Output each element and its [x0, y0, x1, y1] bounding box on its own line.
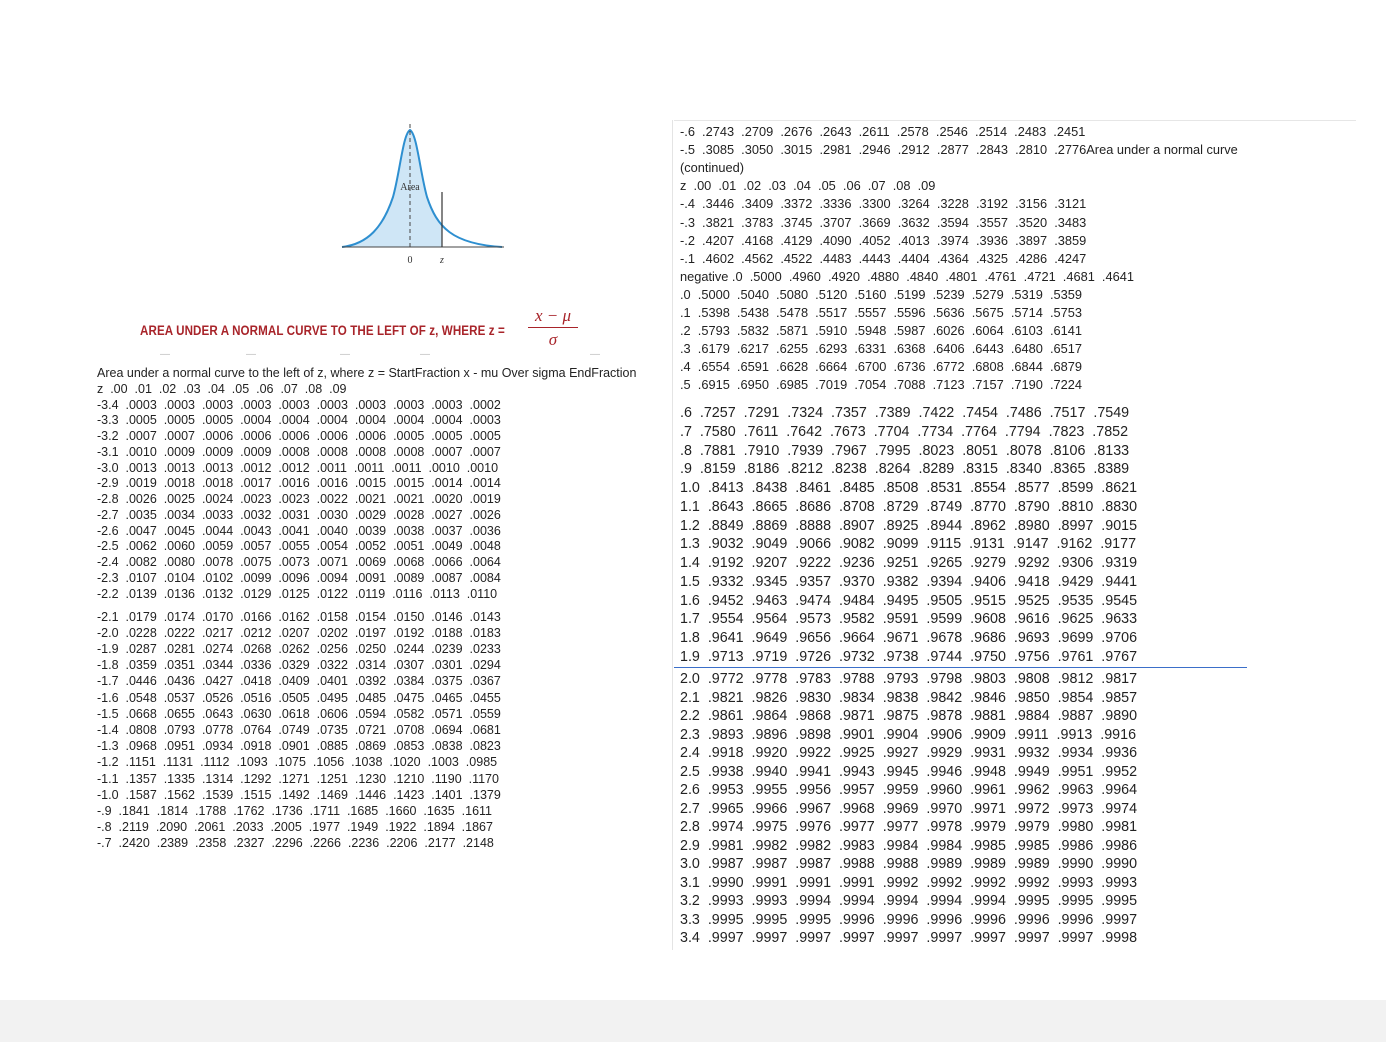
table-row: -.9 .1841 .1814 .1788 .1762 .1736 .1711 .1685 .1660 .1635 .1611 — [97, 803, 492, 818]
table-row: 3.0 .9987 .9987 .9987 .9988 .9988 .9989 .9989 .9989 .9990 .9990 — [680, 856, 1138, 872]
table-row: 2.8 .9974 .9975 .9976 .9977 .9977 .9978 .9979 .9979 .9980 .9981 — [680, 819, 1138, 835]
table-row: -2.0 .0228 .0222 .0217 .0212 .0207 .0202 .0197 .0192 .0188 .0183 — [97, 625, 501, 640]
table-row: 3.2 .9993 .9993 .9994 .9994 .9994 .9994 .9994 .9995 .9995 .9995 — [680, 893, 1138, 909]
table-row: -2.6 .0047 .0045 .0044 .0043 .0041 .0040 .0039 .0038 .0037 .0036 — [97, 523, 501, 538]
table-row: -1.0 .1587 .1562 .1539 .1515 .1492 .1469 .1446 .1423 .1401 .1379 — [97, 787, 501, 802]
table-row: 1.0 .8413 .8438 .8461 .8485 .8508 .8531 .8554 .8577 .8599 .8621 — [680, 480, 1138, 496]
table-row: 2.9 .9981 .9982 .9982 .9983 .9984 .9984 .9985 .9985 .9986 .9986 — [680, 837, 1138, 854]
dash-mark: — — [590, 349, 600, 360]
table-row: .8 .7881 .7910 .7939 .7967 .7995 .8023 .8051 .8078 .8106 .8133 — [680, 442, 1130, 459]
table-row: -2.9 .0019 .0018 .0018 .0017 .0016 .0016 .0015 .0015 .0014 .0014 — [97, 476, 501, 491]
table-row: -2.2 .0139 .0136 .0132 .0129 .0125 .0122 .0119 .0116 .0113 .0110 — [97, 586, 498, 601]
table-row: -3.0 .0013 .0013 .0013 .0012 .0012 .0011 .0011 .0011 .0010 .0010 — [97, 460, 499, 475]
table-row: -.7 .2420 .2389 .2358 .2327 .2296 .2266 .2236 .2206 .2177 .2148 — [97, 836, 494, 851]
z-formula — [528, 306, 578, 350]
table-row: (continued) — [680, 160, 745, 176]
dash-mark: — — [160, 349, 170, 360]
table-row: -.5 .3085 .3050 .3015 .2981 .2946 .2912 .2877 .2843 .2810 .2776Area under a normal curve — [680, 142, 1238, 158]
table-row: -2.4 .0082 .0080 .0078 .0075 .0073 .0071 .0069 .0068 .0066 .0064 — [97, 555, 501, 569]
top-divider — [674, 120, 1356, 121]
table-row: -3.1 .0010 .0009 .0009 .0009 .0008 .0008 .0008 .0008 .0007 .0007 — [97, 444, 501, 459]
table-row: 1.3 .9032 .9049 .9066 .9082 .9099 .9115 .9131 .9147 .9162 .9177 — [680, 536, 1137, 553]
table-row: 2.7 .9965 .9966 .9967 .9968 .9969 .9970 .9971 .9972 .9973 .9974 — [680, 800, 1138, 817]
table-row: .0 .5000 .5040 .5080 .5120 .5160 .5199 .5239 .5279 .5319 .5359 — [680, 286, 1083, 302]
section-divider-line — [674, 667, 1247, 668]
table-row: -1.8 .0359 .0351 .0344 .0336 .0329 .0322 .0314 .0307 .0301 .0294 — [97, 658, 501, 673]
normal-curve-figure — [338, 122, 510, 268]
dash-mark: — — [420, 349, 430, 360]
table-row: 2.4 .9918 .9920 .9922 .9925 .9927 .9929 .9931 .9932 .9934 .9936 — [680, 745, 1138, 761]
table-row: .7 .7580 .7611 .7642 .7673 .7704 .7734 .7764 .7794 .7823 .7852 — [680, 423, 1129, 440]
table-row: -.2 .4207 .4168 .4129 .4090 .4052 .4013 .3974 .3936 .3897 .3859 — [680, 232, 1087, 248]
table-row: 2.0 .9772 .9778 .9783 .9788 .9793 .9798 .9803 .9808 .9812 .9817 — [680, 671, 1138, 687]
table-row: z .00 .01 .02 .03 .04 .05 .06 .07 .08 .09 — [680, 178, 936, 194]
table-row: -.4 .3446 .3409 .3372 .3336 .3300 .3264 .3228 .3192 .3156 .3121 — [680, 196, 1087, 212]
table-row: 1.1 .8643 .8665 .8686 .8708 .8729 .8749 .8770 .8790 .8810 .8830 — [680, 498, 1138, 515]
table-row: 2.3 .9893 .9896 .9898 .9901 .9904 .9906 .9909 .9911 .9913 .9916 — [680, 726, 1137, 743]
left-table-caption: Area under a normal curve to the left of z, where z = StartFraction x - mu Over sigma EndFraction — [97, 366, 637, 380]
table-row: -.8 .2119 .2090 .2061 .2033 .2005 .1977 .1949 .1922 .1894 .1867 — [97, 820, 493, 835]
table-row: -1.4 .0808 .0793 .0778 .0764 .0749 .0735 .0721 .0708 .0694 .0681 — [97, 722, 501, 737]
table-row: 1.6 .9452 .9463 .9474 .9484 .9495 .9505 .9515 .9525 .9535 .9545 — [680, 592, 1138, 609]
table-row: 1.5 .9332 .9345 .9357 .9370 .9382 .9394 .9406 .9418 .9429 .9441 — [680, 573, 1138, 590]
table-row: 1.7 .9554 .9564 .9573 .9582 .9591 .9599 .9608 .9616 .9625 .9633 — [680, 611, 1138, 628]
table-row: 1.8 .9641 .9649 .9656 .9664 .9671 .9678 .9686 .9693 .9699 .9706 — [680, 630, 1138, 646]
table-row: 2.5 .9938 .9940 .9941 .9943 .9945 .9946 .9948 .9949 .9951 .9952 — [680, 763, 1138, 780]
table-row: .5 .6915 .6950 .6985 .7019 .7054 .7088 .7123 .7157 .7190 .7224 — [680, 377, 1083, 393]
formula-denominator: σ — [548, 330, 558, 349]
table-row: 3.3 .9995 .9995 .9995 .9996 .9996 .9996 .9996 .9996 .9996 .9997 — [680, 911, 1138, 928]
table-row: 2.2 .9861 .9864 .9868 .9871 .9875 .9878 .9881 .9884 .9887 .9890 — [680, 708, 1138, 724]
left-table-header: z .00 .01 .02 .03 .04 .05 .06 .07 .08 .09 — [97, 382, 347, 396]
table-row: -2.1 .0179 .0174 .0170 .0166 .0162 .0158 .0154 .0150 .0146 .0143 — [97, 609, 501, 624]
table-row: -1.7 .0446 .0436 .0427 .0418 .0409 .0401 .0392 .0384 .0375 .0367 — [97, 674, 501, 689]
table-row: .1 .5398 .5438 .5478 .5517 .5557 .5596 .5636 .5675 .5714 .5753 — [680, 305, 1083, 320]
table-row: -1.1 .1357 .1335 .1314 .1292 .1271 .1251 .1230 .1210 .1190 .1170 — [97, 771, 499, 786]
table-row: -2.5 .0062 .0060 .0059 .0057 .0055 .0054 .0052 .0051 .0049 .0048 — [97, 539, 501, 554]
table-row: -3.4 .0003 .0003 .0003 .0003 .0003 .0003 .0003 .0003 .0003 .0002 — [97, 397, 501, 412]
table-row: .2 .5793 .5832 .5871 .5910 .5948 .5987 .6026 .6064 .6103 .6141 — [680, 323, 1083, 339]
table-row: -2.3 .0107 .0104 .0102 .0099 .0096 .0094 .0091 .0089 .0087 .0084 — [97, 570, 501, 585]
table-row: -2.8 .0026 .0025 .0024 .0023 .0023 .0022 .0021 .0021 .0020 .0019 — [97, 492, 501, 506]
table-row: -1.5 .0668 .0655 .0643 .0630 .0618 .0606 .0594 .0582 .0571 .0559 — [97, 706, 501, 721]
dash-mark: — — [340, 349, 350, 360]
table-title: AREA UNDER A NORMAL CURVE TO THE LEFT OF z, WHERE z = — [140, 323, 505, 338]
area-label: Area — [400, 182, 420, 193]
table-row: -3.2 .0007 .0007 .0006 .0006 .0006 .0006 .0006 .0005 .0005 .0005 — [97, 429, 501, 443]
table-row: -.1 .4602 .4562 .4522 .4483 .4443 .4404 .4364 .4325 .4286 .4247 — [680, 250, 1087, 266]
table-row: -1.9 .0287 .0281 .0274 .0268 .0262 .0256 .0250 .0244 .0239 .0233 — [97, 641, 501, 656]
table-row: negative .0 .5000 .4960 .4920 .4880 .4840 .4801 .4761 .4721 .4681 .4641 — [680, 268, 1134, 284]
table-row: -.3 .3821 .3783 .3745 .3707 .3669 .3632 .3594 .3557 .3520 .3483 — [680, 214, 1087, 230]
table-row: -3.3 .0005 .0005 .0005 .0004 .0004 .0004 .0004 .0004 .0004 .0003 — [97, 413, 501, 428]
z-label: z — [440, 255, 444, 266]
zero-label: 0 — [407, 255, 413, 266]
table-row: 1.2 .8849 .8869 .8888 .8907 .8925 .8944 .8962 .8980 .8997 .9015 — [680, 517, 1138, 534]
table-row: -.6 .2743 .2709 .2676 .2643 .2611 .2578 .2546 .2514 .2483 .2451 — [680, 124, 1086, 139]
table-row: .3 .6179 .6217 .6255 .6293 .6331 .6368 .6406 .6443 .6480 .6517 — [680, 341, 1083, 357]
formula-numerator: x − μ — [528, 306, 578, 328]
table-row: 1.4 .9192 .9207 .9222 .9236 .9251 .9265 .9279 .9292 .9306 .9319 — [680, 555, 1138, 571]
table-row: .9 .8159 .8186 .8212 .8238 .8264 .8289 .8315 .8340 .8365 .8389 — [680, 461, 1130, 478]
column-divider — [672, 120, 673, 950]
table-row: -1.6 .0548 .0537 .0526 .0516 .0505 .0495 .0485 .0475 .0465 .0455 — [97, 690, 501, 705]
table-row: .6 .7257 .7291 .7324 .7357 .7389 .7422 .7454 .7486 .7517 .7549 — [680, 405, 1130, 421]
table-row: -2.7 .0035 .0034 .0033 .0032 .0031 .0030 .0029 .0028 .0027 .0026 — [97, 507, 501, 522]
table-row: 1.9 .9713 .9719 .9726 .9732 .9738 .9744 .9750 .9756 .9761 .9767 — [680, 648, 1138, 665]
table-row: 3.1 .9990 .9991 .9991 .9991 .9992 .9992 .9992 .9992 .9993 .9993 — [680, 874, 1138, 891]
table-row: -1.2 .1151 .1131 .1112 .1093 .1075 .1056 .1038 .1020 .1003 .0985 — [97, 755, 498, 770]
dash-mark: — — [246, 349, 256, 360]
table-row: 2.1 .9821 .9826 .9830 .9834 .9838 .9842 .9846 .9850 .9854 .9857 — [680, 689, 1138, 706]
table-row: 2.6 .9953 .9955 .9956 .9957 .9959 .9960 .9961 .9962 .9963 .9964 — [680, 782, 1138, 798]
table-row: 3.4 .9997 .9997 .9997 .9997 .9997 .9997 .9997 .9997 .9997 .9998 — [680, 930, 1138, 946]
table-row: -1.3 .0968 .0951 .0934 .0918 .0901 .0885 .0869 .0853 .0838 .0823 — [97, 739, 501, 754]
table-row: .4 .6554 .6591 .6628 .6664 .6700 .6736 .6772 .6808 .6844 .6879 — [680, 359, 1083, 375]
bottom-band — [0, 1000, 1386, 1042]
